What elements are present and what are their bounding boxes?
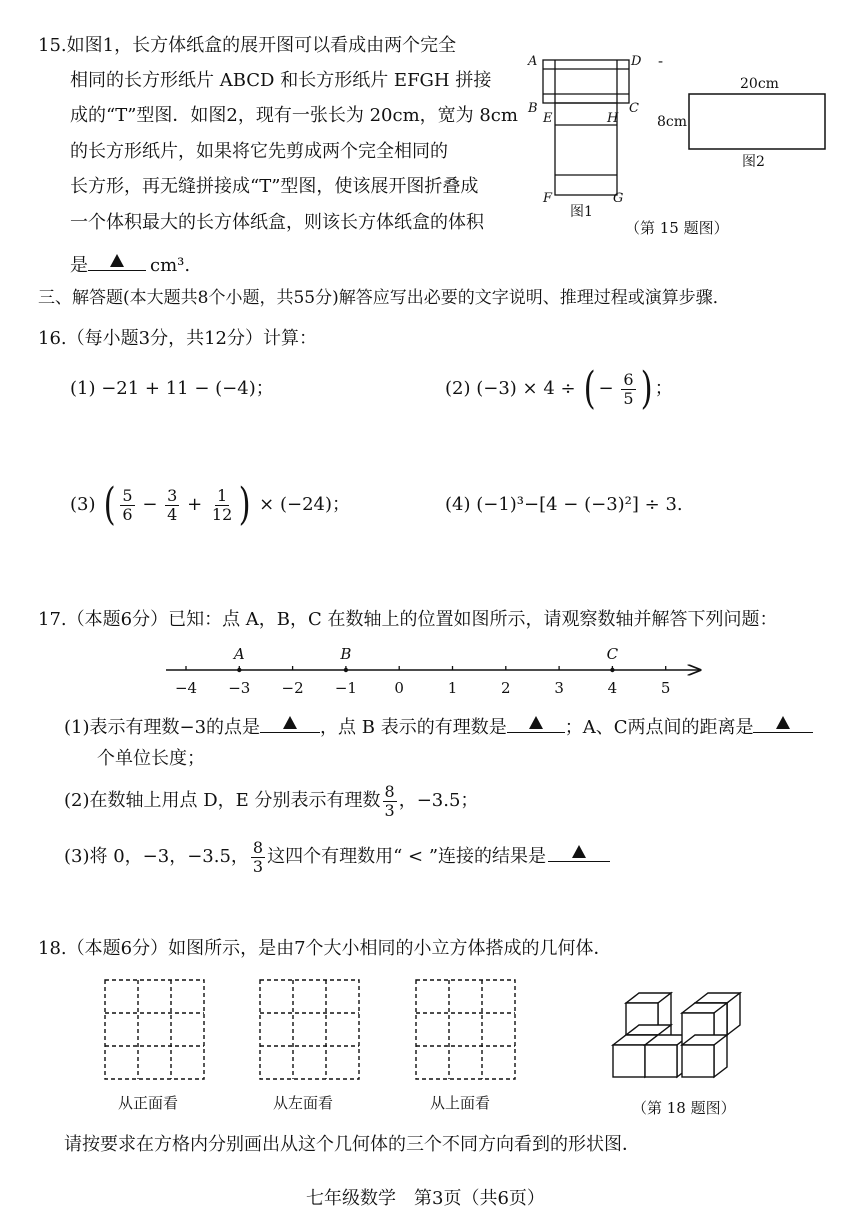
q15-line-5: 长方形，再无缝拼接成“T”型图，使该展开图折叠成	[70, 176, 479, 197]
grid-label-left: 从左面看	[273, 1094, 334, 1112]
q17-part-3: (3)将 0，−3，−3.5， $\frac{8}{3}$ 这四个有理数用“ < ”连接的结果是	[64, 832, 610, 882]
label-d: D	[631, 54, 642, 69]
point-b	[344, 668, 348, 672]
point-a	[237, 668, 241, 672]
triangle-icon	[776, 716, 790, 729]
q16-part-3: (3) ( $\frac{5}{6}$ − $\frac{3}{4}$ + $\frac{1}{12}$ ) × (−24)；	[70, 479, 351, 530]
q15-figure-1	[525, 50, 645, 220]
label-g: G	[613, 191, 624, 206]
q18-figure-caption: （第 18 题图）	[632, 1099, 736, 1117]
fig2-caption: 图2	[742, 154, 765, 170]
label-h: H	[607, 111, 619, 126]
q15-figure-2	[652, 70, 842, 180]
answer-blank[interactable]	[507, 712, 565, 733]
tick-label: 2	[501, 679, 511, 697]
q17-header: 17.（本题6分）已知：点 A，B，C 在数轴上的位置如图所示，请观察数轴并解答下列问题：	[38, 609, 778, 630]
label-a: A	[528, 54, 538, 69]
q18-header: 18.（本题6分）如图所示，是由7个大小相同的小立方体搭成的几何体．	[38, 938, 612, 959]
q16-header: 16.（每小题3分，共12分）计算：	[38, 328, 317, 349]
q17-part-1-cont: 个单位长度；	[97, 748, 205, 769]
answer-blank[interactable]	[548, 841, 610, 862]
fraction: $\frac{5}{6}$	[122, 485, 133, 524]
answer-grid	[416, 980, 515, 1079]
tick-label: −4	[174, 679, 198, 697]
tick-label: −3	[228, 679, 251, 697]
point-c	[610, 668, 614, 672]
tick-label: −1	[334, 679, 357, 697]
q15-line-2: 相同的长方形纸片 ABCD 和长方形纸片 EFGH 拼接	[70, 70, 492, 91]
q15-line-4: 的长方形纸片，如果将它先剪成两个完全相同的	[70, 141, 448, 162]
length-label: 20cm	[740, 76, 779, 92]
q17-part-2: (2)在数轴上用点 D，E 分别表示有理数 $\frac{8}{3}$ ，−3.5；	[64, 781, 479, 820]
stray-dash: -	[658, 52, 664, 70]
fraction: $\frac{8}{3}$	[252, 837, 264, 876]
page-footer: 七年级数学 第3页（共6页）	[306, 1188, 545, 1209]
number-line	[160, 640, 710, 702]
q15-line-6: 一个体积最大的长方体纸盒，则该长方体纸盒的体积	[70, 212, 484, 233]
section-3-title: 三、解答题(本大题共8个小题，共55分)解答应写出必要的文字说明、推理过程或演算步骤．	[38, 288, 730, 308]
point-label: C	[606, 645, 619, 663]
q15-answer-line: 是 cm³.	[70, 250, 190, 278]
answer-grid	[260, 980, 359, 1079]
tick-label: 5	[660, 679, 671, 697]
q18-grids	[100, 975, 580, 1125]
answer-blank[interactable]	[260, 712, 320, 733]
width-label: 8cm	[657, 114, 688, 130]
tick-label: 1	[447, 679, 458, 697]
point-label: B	[340, 645, 352, 663]
q15-line-1: 15.如图1，长方体纸盒的展开图可以看成由两个完全	[38, 35, 457, 56]
fraction: $\frac{6}{5}$	[623, 369, 634, 408]
cube	[682, 1035, 727, 1077]
fraction: $\frac{1}{12}$	[211, 485, 233, 524]
label-f: F	[543, 191, 553, 206]
triangle-icon	[110, 254, 124, 267]
grid-label-top: 从上面看	[430, 1094, 491, 1112]
fraction: $\frac{8}{3}$	[384, 781, 395, 820]
q15-line-3: 成的“T”型图．如图2，现有一张长为 20cm，宽为 8cm	[70, 105, 518, 126]
answer-grid	[105, 980, 204, 1079]
label-c: C	[629, 101, 639, 116]
tick-label: 4	[607, 679, 618, 697]
label-b: B	[528, 101, 538, 116]
tick-label: 3	[554, 679, 564, 697]
q16-part-1: (1) −21 + 11 − (−4)；	[70, 378, 274, 399]
triangle-icon	[283, 716, 297, 729]
triangle-icon	[572, 845, 586, 858]
tick-label: −2	[281, 679, 304, 697]
answer-blank[interactable]	[88, 250, 146, 271]
fig1-caption: 图1	[570, 204, 593, 220]
triangle-icon	[529, 716, 543, 729]
q18-instruction: 请按要求在方格内分别画出从这个几何体的三个不同方向看到的形状图．	[64, 1134, 640, 1155]
label-e: E	[543, 111, 553, 126]
q16-part-4: (4) (−1)³−[4 − (−3)²] ÷ 3.	[445, 494, 683, 515]
q17-part-1: (1)表示有理数−3的点是 ，点 B 表示的有理数是 ；A、C两点间的距离是	[64, 712, 813, 740]
q15-figure-caption: （第 15 题图）	[625, 219, 729, 237]
tick-label: 0	[394, 679, 404, 697]
q18-cube-figure	[605, 983, 755, 1088]
answer-blank[interactable]	[753, 712, 813, 733]
q16-part-2: (2) (−3) × 4 ÷ ( − $\frac{6}{5}$ ) ；	[445, 363, 673, 414]
grid-label-front: 从正面看	[118, 1094, 179, 1112]
point-label: A	[233, 645, 245, 663]
fraction: $\frac{3}{4}$	[167, 485, 178, 524]
